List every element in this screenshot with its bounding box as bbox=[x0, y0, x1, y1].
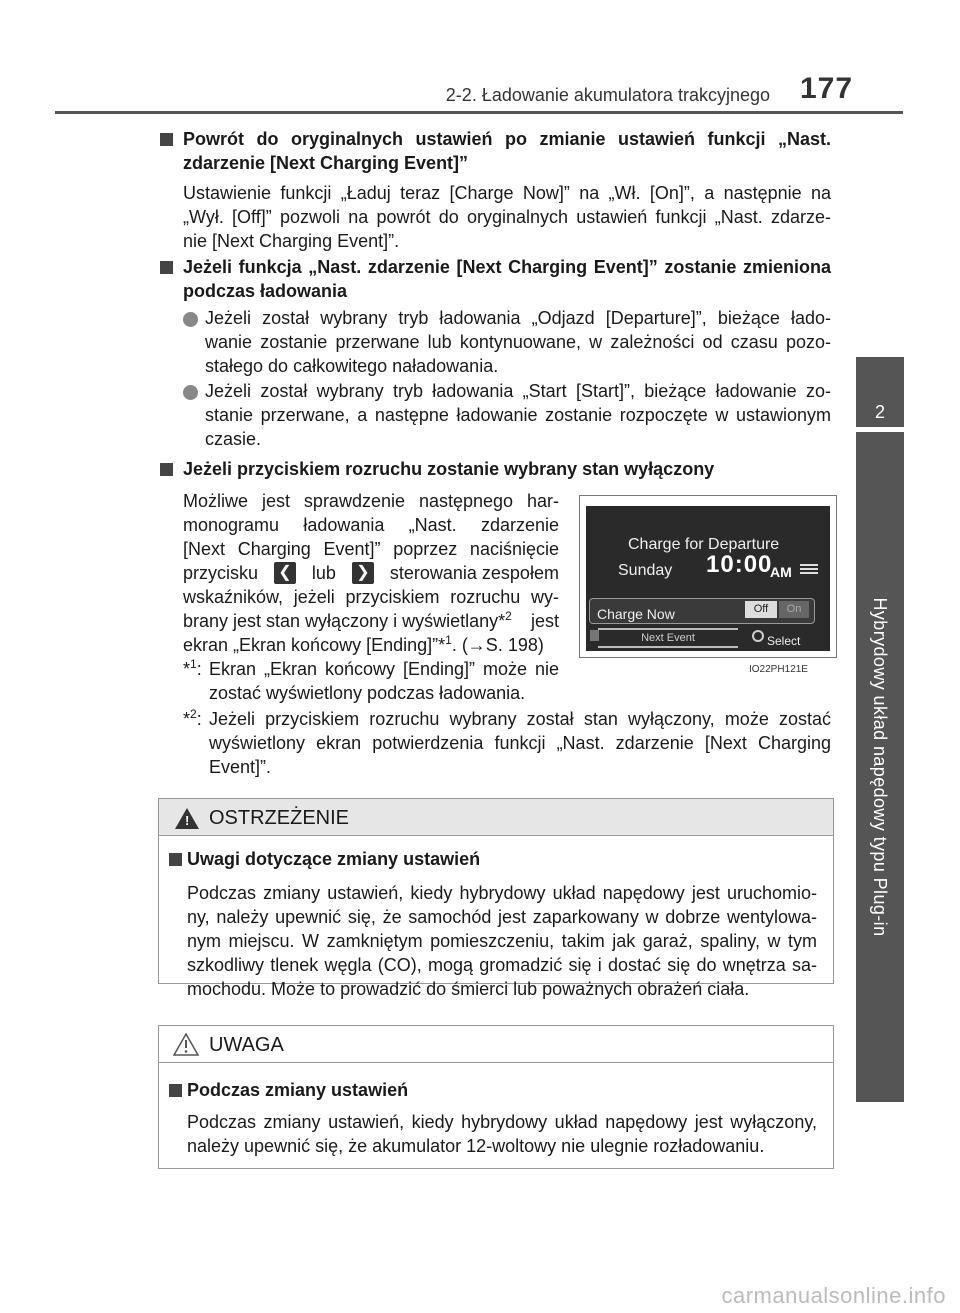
footnote-ref: 1 bbox=[445, 633, 452, 647]
section1-body-line: „Wył. [Off]” pozwoli na powrót do oryginalnych ustawień funkcji „Nast. zdarze- bbox=[183, 207, 831, 227]
body-text: ekran „Ekran końcowy [Ending]”* bbox=[183, 635, 446, 655]
body-line: monogramu ładowania „Nast. zdarzenie bbox=[183, 515, 559, 535]
section2-bullet2 bbox=[205, 379, 831, 451]
footnote-star: * bbox=[183, 709, 191, 729]
warning-icon-mark: ! bbox=[185, 813, 190, 828]
warning-line: mochodu. Może to prowadzić do śmierci lub poważnych obrażeń ciała. bbox=[187, 979, 750, 999]
body-line: [Next Charging Event]” poprzez naciśnięcie bbox=[183, 539, 559, 559]
section1-body-line: Ustawienie funkcji „Ładuj teraz [Charge Now]” na „Wł. [On]”, a następnie na bbox=[183, 183, 831, 203]
figure-ampm: AM bbox=[770, 564, 792, 580]
notice-body bbox=[187, 1110, 817, 1158]
notice-line: należy upewnić się, że akumulator 12-woltowy nie ulegnie rozładowaniu. bbox=[187, 1136, 765, 1156]
select-label: Select bbox=[767, 634, 801, 648]
figure-time: 10:00 bbox=[706, 551, 773, 578]
footnote-line: zostać wyświetlony podczas ładowania. bbox=[209, 683, 526, 703]
section2-heading-line: podczas ładowania bbox=[183, 281, 348, 301]
caution-icon bbox=[173, 1033, 199, 1056]
body-text: brany jest stan wyłączony i wyświetlany* bbox=[183, 611, 506, 631]
footnote-line: wyświetlony ekran potwierdzenia funkcji „Nast. zdarzenie [Next Charging bbox=[209, 733, 831, 753]
body-text: sterowania zespołem bbox=[389, 563, 559, 583]
body-line: wskaźników, jeżeli przyciskiem rozruchu wy- bbox=[183, 587, 559, 607]
section2-heading-line: Jeżeli funkcja „Nast. zdarzenie [Next Charging Event]” zostanie zmieniona bbox=[183, 257, 831, 277]
on-toggle: On bbox=[779, 601, 809, 618]
section1-body bbox=[183, 181, 831, 253]
section3-body bbox=[183, 489, 559, 657]
header-divider bbox=[55, 111, 903, 114]
footnote-line: Ekran „Ekran końcowy [Ending]” może nie bbox=[209, 659, 559, 679]
footnote2-text bbox=[209, 707, 831, 779]
body-line bbox=[183, 633, 559, 657]
body-text: jest bbox=[530, 611, 559, 631]
charge-now-label: Charge Now bbox=[597, 606, 675, 622]
chapter-number: 2 bbox=[874, 402, 885, 422]
warning-line: nym miejscu. W zamkniętym pomieszczeniu, takim jak garaż, spaliny, w tym bbox=[187, 931, 817, 951]
square-bullet-icon bbox=[169, 853, 182, 866]
page-number: 177 bbox=[800, 72, 854, 105]
round-bullet-icon bbox=[183, 385, 198, 400]
footnote-line: Jeżeli przyciskiem rozruchu wybrany został stan wyłączony, może zostać bbox=[209, 709, 831, 729]
bullet-line: Jeżeli został wybrany tryb ładowania „Odjazd [Departure]”, bieżące łado- bbox=[205, 308, 831, 328]
off-toggle: Off bbox=[745, 601, 777, 618]
bullet-line: Jeżeli został wybrany tryb ładowania „Start [Start]”, bieżące ładowanie zo- bbox=[205, 381, 831, 401]
notice-header bbox=[159, 1026, 833, 1063]
watermark: carmanualsonline.info bbox=[721, 1283, 946, 1308]
body-line bbox=[183, 561, 559, 585]
figure-day: Sunday bbox=[618, 562, 673, 579]
warning-title: OSTRZEŻENIE bbox=[209, 807, 350, 829]
warning-box bbox=[158, 798, 834, 999]
footnote2-marker bbox=[183, 707, 202, 731]
warning-line: szkodliwy tlenek węgla (CO), mogą gromadzić się i dostać się do wnętrza sa- bbox=[187, 955, 817, 975]
section1-heading-line: zdarzenie [Next Charging Event]” bbox=[183, 153, 469, 173]
notice-box bbox=[158, 1025, 834, 1169]
footnote-number: 1 bbox=[190, 657, 197, 671]
section-title: 2-2. Ładowanie akumulatora trakcyjnego bbox=[445, 85, 770, 105]
square-bullet-icon bbox=[160, 133, 173, 146]
footnote1-text bbox=[209, 657, 559, 705]
section2-heading bbox=[183, 255, 831, 303]
select-button-icon bbox=[752, 630, 764, 642]
warning-header bbox=[159, 799, 833, 836]
footnote-line: Event]”. bbox=[209, 757, 272, 777]
warning-body bbox=[187, 881, 817, 1001]
square-bullet-icon bbox=[169, 1084, 182, 1097]
round-bullet-icon bbox=[183, 312, 198, 327]
footnote-ref: 2 bbox=[505, 609, 512, 623]
chevron-left-icon: ❮ bbox=[274, 562, 296, 584]
section2-bullet1 bbox=[205, 306, 831, 378]
bullet-line: wanie zostanie przerwane lub kontynuowane, w zależności od czasu pozo- bbox=[205, 332, 831, 352]
chevron-right-icon: ❯ bbox=[352, 562, 374, 584]
section1-heading bbox=[183, 127, 831, 175]
bullet-line: stałego do całkowitego naładowania. bbox=[205, 356, 499, 376]
chapter-label: Hybrydowy układ napędowy typu Plug-in bbox=[870, 597, 890, 937]
footnote-star: * bbox=[183, 659, 191, 679]
notice-line: Podczas zmiany ustawień, kiedy hybrydowy układ napędowy jest wyłączony, bbox=[187, 1112, 817, 1132]
figure-title: Charge for Departure bbox=[628, 536, 780, 553]
warning-line: Podczas zmiany ustawień, kiedy hybrydowy układ napędowy jest uruchomio- bbox=[187, 883, 817, 903]
section3-heading: Jeżeli przyciskiem rozruchu zostanie wybrany stan wyłączony bbox=[183, 459, 715, 479]
section1-heading-line: Powrót do oryginalnych ustawień po zmianie ustawień funkcji „Nast. bbox=[183, 129, 831, 149]
square-bullet-icon bbox=[160, 261, 173, 274]
footnote-colon: : bbox=[196, 709, 202, 729]
warning-heading: Uwagi dotyczące zmiany ustawień bbox=[187, 849, 481, 869]
figure-code: IO22PH121E bbox=[749, 664, 808, 675]
notice-heading: Podczas zmiany ustawień bbox=[187, 1080, 409, 1100]
body-line: Możliwe jest sprawdzenie następnego har- bbox=[183, 491, 559, 511]
bullet-line: stanie przerwane, a następne ładowanie zostanie rozpoczęte w ustawionym bbox=[205, 405, 831, 425]
square-bullet-icon bbox=[160, 463, 173, 476]
body-text: lub bbox=[311, 563, 336, 583]
page-reference-link[interactable]: . (→S. 198) bbox=[451, 635, 544, 655]
footnote-number: 2 bbox=[190, 707, 197, 721]
warning-line: ny, należy upewnić się, że samochód jest zaparkowany w dobrze wentylowa- bbox=[187, 907, 817, 927]
next-event-bar: Next Event bbox=[598, 628, 738, 648]
notice-title: UWAGA bbox=[209, 1034, 284, 1056]
footnote-colon: : bbox=[196, 659, 202, 679]
charging-icon bbox=[800, 562, 818, 574]
body-text: przycisku bbox=[183, 563, 259, 583]
section1-body-line: nie [Next Charging Event]”. bbox=[183, 231, 400, 251]
bullet-line: czasie. bbox=[205, 429, 262, 449]
body-line bbox=[183, 609, 559, 633]
footnote1-marker bbox=[183, 657, 202, 681]
